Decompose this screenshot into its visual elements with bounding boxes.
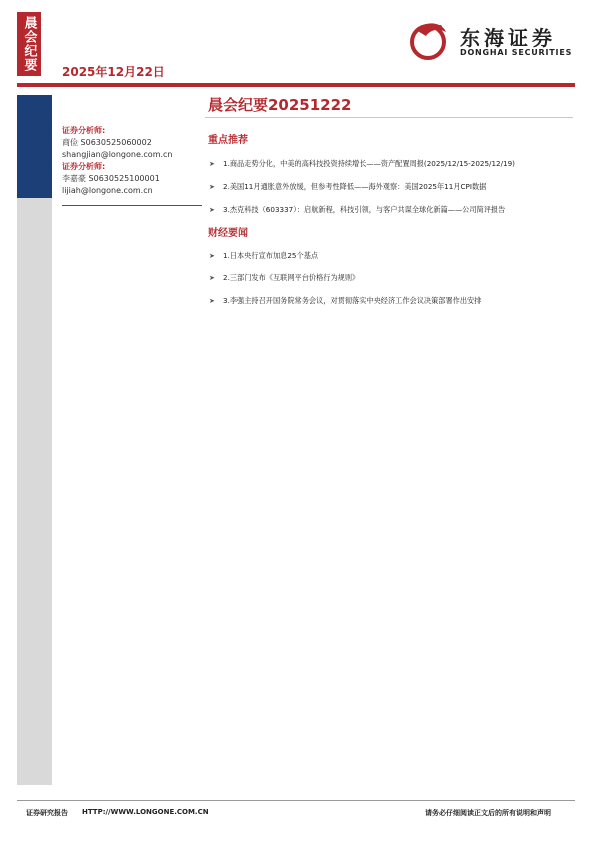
section-title-finance-news: 财经要闻 bbox=[208, 228, 248, 239]
list-item[interactable] bbox=[209, 296, 575, 306]
analyst-name: 商俭 S0630525060002 bbox=[62, 138, 152, 147]
section-title-highlights: 重点推荐 bbox=[208, 135, 248, 146]
list-item[interactable] bbox=[209, 159, 575, 169]
logo-name-en: DONGHAI SECURITIES bbox=[460, 48, 573, 57]
analyst-block bbox=[62, 125, 173, 197]
list-item-text: 3.李强主持召开国务院常务会议，对贯彻落实中央经济工作会议决策部署作出安排 bbox=[223, 296, 482, 305]
footer-rule bbox=[17, 800, 575, 801]
company-logo bbox=[408, 18, 578, 62]
arrow-bullet-icon: ➤ bbox=[209, 183, 215, 191]
list-item[interactable] bbox=[209, 251, 575, 261]
list-item[interactable] bbox=[209, 205, 575, 215]
arrow-bullet-icon: ➤ bbox=[209, 252, 215, 260]
title-divider bbox=[205, 117, 573, 118]
analyst-divider bbox=[62, 205, 202, 206]
report-date: 2025年12月22日 bbox=[62, 65, 165, 79]
side-tab bbox=[17, 12, 41, 76]
left-panel-navy bbox=[17, 95, 52, 198]
analyst-email[interactable]: shangjian@longone.com.cn bbox=[62, 150, 173, 159]
analyst-name: 李嘉豪 S0630525100001 bbox=[62, 174, 160, 183]
arrow-bullet-icon: ➤ bbox=[209, 160, 215, 168]
logo-name-cn: 东海证券 bbox=[460, 26, 556, 50]
list-item-text: 2.美国11月通胀意外放缓，但参考性降低——海外观察：美国2025年11月CPI数据 bbox=[223, 182, 487, 191]
analyst-email[interactable]: lijiah@longone.com.cn bbox=[62, 186, 153, 195]
list-item-text: 1.日本央行宣布加息25个基点 bbox=[223, 251, 319, 260]
arrow-bullet-icon: ➤ bbox=[209, 206, 215, 214]
analyst-title: 证券分析师: bbox=[62, 126, 106, 135]
dragon-logo-icon bbox=[408, 18, 452, 62]
list-item-text: 3.杰克科技（603337）：启航新程，科技引领，与客户共谋全球化新篇——公司简评报告 bbox=[223, 205, 506, 214]
analyst-title: 证券分析师: bbox=[62, 162, 106, 171]
header-rule bbox=[17, 83, 575, 87]
page-title: 晨会纪要20251222 bbox=[208, 96, 352, 114]
footer-report-type: 证券研究报告 bbox=[26, 809, 68, 817]
list-item-text: 2.三部门发布《互联网平台价格行为规则》 bbox=[223, 273, 360, 282]
side-tab-label: 晨会纪要 bbox=[21, 16, 37, 72]
left-panel-grey bbox=[17, 198, 52, 785]
footer-disclaimer: 请务必仔细阅读正文后的所有说明和声明 bbox=[425, 809, 551, 817]
arrow-bullet-icon: ➤ bbox=[209, 274, 215, 282]
list-item[interactable] bbox=[209, 273, 575, 283]
list-item[interactable] bbox=[209, 182, 575, 192]
footer-website-link[interactable]: HTTP://WWW.LONGONE.COM.CN bbox=[82, 808, 209, 816]
arrow-bullet-icon: ➤ bbox=[209, 297, 215, 305]
list-item-text: 1.商品走势分化，中美的高科技投资持续增长——资产配置周报(2025/12/15-2025/12/19) bbox=[223, 159, 515, 168]
